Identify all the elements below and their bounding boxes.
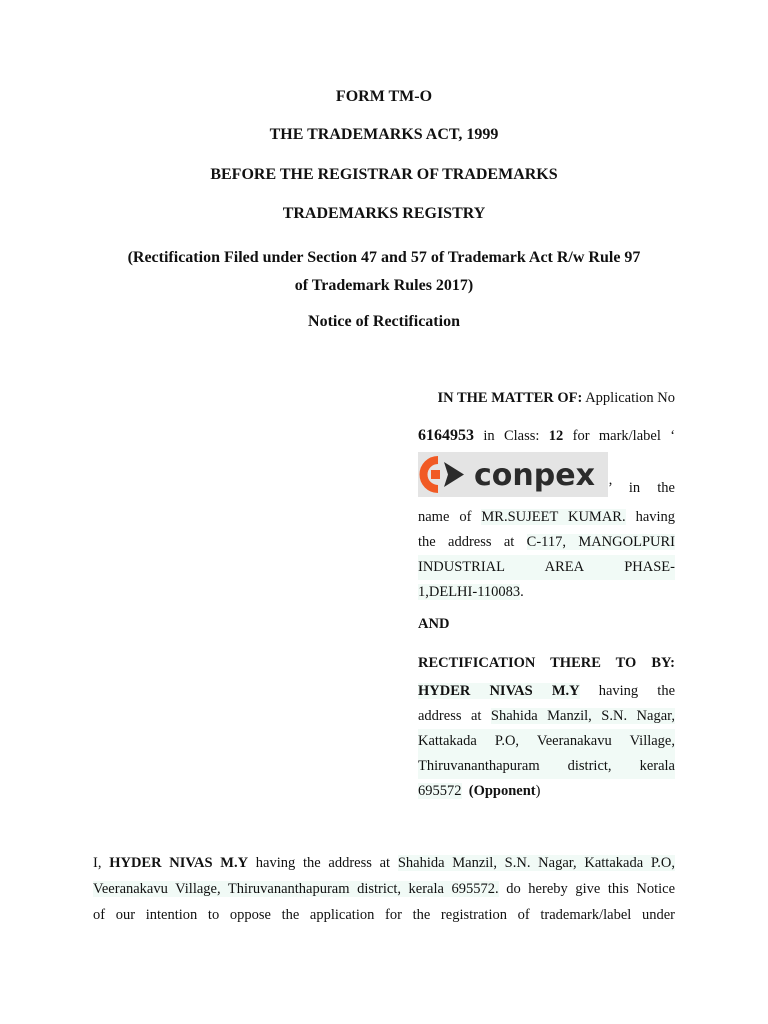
opponent-name: HYDER NIVAS M.Y [418,683,580,699]
rectification-section-heading [90,244,678,300]
proprietor-block [418,505,675,605]
the-address-at-text: the address at [418,534,515,550]
body-address-line1: Shahida Manzil, S.N. Nagar, Kattakada P.O, [397,855,676,871]
logo-wordmark: conpex [474,458,595,493]
matter-line1 [418,386,675,411]
conpex-logo-graphic [418,452,608,497]
name-of-text: name of [418,509,472,525]
opponent-address-line1: Shahida Manzil, S.N. Nagar, [490,708,676,724]
body-paragraph [93,850,675,928]
address-at-text: address at [418,708,482,724]
having-the-text: having the [598,683,675,699]
application-number: 6164953 [418,427,474,444]
body-line3: of our intention to oppose the application for the registration of trademark/label under [93,907,675,923]
notice-heading: Notice of Rectification [308,313,460,330]
proprietor-address-line2: INDUSTRIAL AREA PHASE- [418,555,675,580]
logo-square [431,470,440,479]
opponent-address-line2: Kattakada P.O, Veeranakavu Village, [418,729,675,754]
body-having-address: having the address at [255,855,391,871]
body-address-line2: Veeranakavu Village, Thiruvananthapuram district, kerala 695572. [93,881,499,897]
body-name: HYDER NIVAS M.Y [109,855,249,871]
rectification-label: RECTIFICATION THERE TO BY: [418,655,675,671]
registry-heading: TRADEMARKS REGISTRY [282,205,486,222]
mark-logo-row [418,452,675,504]
rectification-block [418,651,675,676]
opponent-address-line3: Thiruvananthapuram district, kerala [418,754,675,779]
class-number: 12 [548,428,564,444]
opponent-address-line4: 695572 [418,783,462,799]
for-mark-text: for mark/label ‘ [572,428,676,444]
body-intro: I, [93,855,102,871]
matter-label: IN THE MATTER OF: [437,390,583,406]
application-text: Application No [585,390,675,406]
opponent-close: ) [535,783,541,799]
proprietor-address-line1: C-117, MANGOLPURI [526,534,675,550]
address-end: . [520,584,524,600]
proprietor-address-line3: 1,DELHI-110083 [418,584,521,600]
having-text: having [635,509,676,525]
application-line [418,423,675,448]
act-title: THE TRADEMARKS ACT, 1999 [269,126,499,143]
rectification-details [418,679,675,804]
registrar-heading: BEFORE THE REGISTRAR OF TRADEMARKS [210,166,558,183]
and-label: AND [418,616,450,632]
logo-arrow [444,462,464,487]
proprietor-name: MR.SUJEET KUMAR. [481,509,626,525]
matter-block [418,386,675,411]
after-logo-text: ’ in the [608,480,675,496]
rectification-heading-line2: of Trademark Rules 2017) [294,277,474,294]
form-title: FORM TM-O [335,88,433,105]
body-line2-rest: do hereby give this Notice [506,881,676,897]
in-class-text: in Class: [483,428,540,444]
rectification-heading-line1: (Rectification Filed under Section 47 and 57 of Trademark Act R/w Rule 97 [127,249,641,266]
conpex-logo [418,452,608,497]
opponent-label: (Opponent [468,783,536,799]
